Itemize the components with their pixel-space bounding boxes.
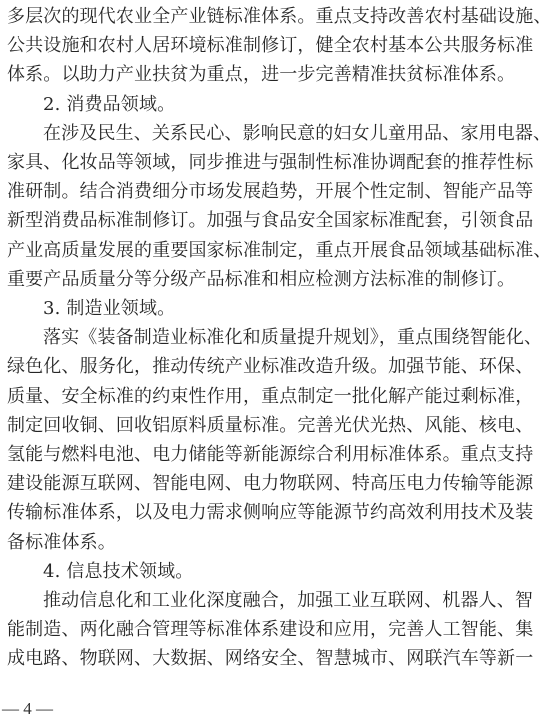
page-number: — 4 — (2, 699, 53, 718)
body-text (7, 2, 552, 674)
section-heading-information-technology: 4. 信息技术领域。 (43, 560, 194, 582)
text-line: 绿色化、服务化，推动传统产业标准改造升级。加强节能、环保、 (7, 356, 534, 378)
text-line: 氢能与燃料电池、电力储能等新能源综合利用标准体系。重点支持 (7, 444, 534, 466)
text-line: 成电路、物联网、大数据、网络安全、智慧城市、网联汽车等新一 (7, 648, 534, 670)
text-line: 能制造、两化融合管理等标准体系建设和应用，完善人工智能、集 (7, 619, 534, 641)
text-line: 体系。以助力产业扶贫为重点，进一步完善精准扶贫标准体系。 (7, 64, 516, 86)
text-line: 在涉及民生、关系民心、影响民意的妇女儿童用品、家用电器、 (43, 122, 552, 144)
text-line: 新型消费品标准制修订。加强与食品安全国家标准配套，引领食品 (7, 210, 534, 232)
text-line: 备标准体系。 (7, 531, 116, 553)
text-line: 推动信息化和工业化深度融合，加强工业互联网、机器人、智 (43, 590, 534, 612)
text-line: 公共设施和农村人居环境标准制修订，健全农村基本公共服务标准 (7, 35, 534, 57)
section-heading-consumer-goods: 2. 消费品领域。 (43, 93, 176, 115)
text-line: 传输标准体系，以及电力需求侧响应等能源节约高效利用技术及装 (7, 502, 534, 524)
text-line: 家具、化妆品等领域，同步推进与强制性标准协调配套的推荐性标 (7, 152, 534, 174)
text-line: 重要产品质量分等分级产品标准和相应检测方法标准的制修订。 (7, 268, 516, 290)
text-line: 质量、安全标准的约束性作用，重点制定一批化解产能过剩标准， (7, 385, 534, 407)
section-heading-manufacturing: 3. 制造业领域。 (43, 298, 176, 320)
text-line: 准研制。结合消费细分市场发展趋势，开展个性定制、智能产品等 (7, 181, 534, 203)
text-line: 落实《装备制造业标准化和质量提升规划》，重点围绕智能化、 (43, 327, 543, 349)
text-line: 产业高质量发展的重要国家标准制定，重点开展食品领域基础标准、 (7, 239, 552, 261)
text-line: 建设能源互联网、智能电网、电力物联网、特高压电力传输等能源 (7, 473, 534, 495)
text-line: 多层次的现代农业全产业链标准体系。重点支持改善农村基础设施、 (7, 6, 552, 27)
text-line: 制定回收铜、回收铝原料质量标准。完善光伏光热、风能、核电、 (7, 414, 534, 436)
